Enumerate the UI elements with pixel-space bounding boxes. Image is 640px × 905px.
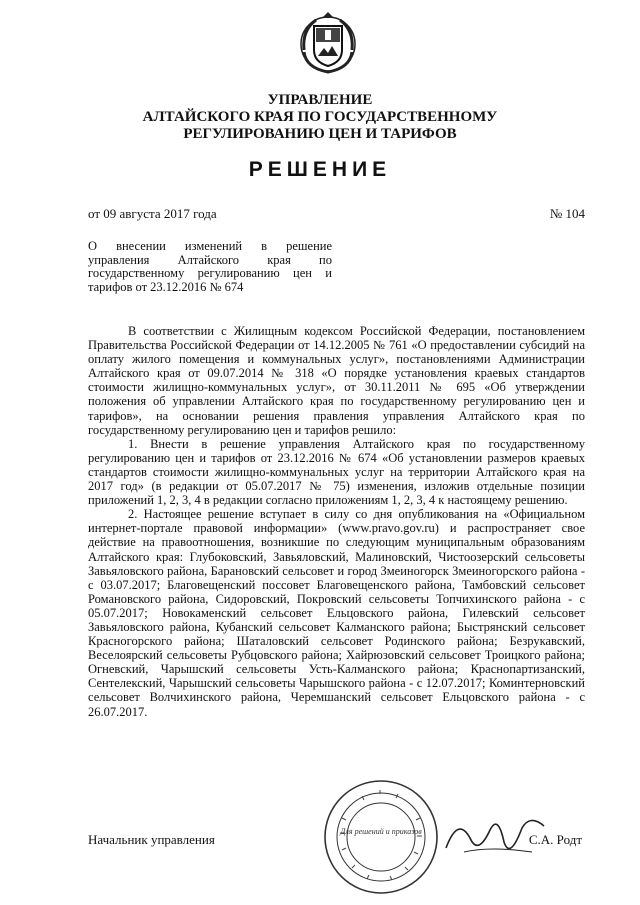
coat-of-arms-icon: [296, 10, 360, 74]
document-subject: О внесении изменений в решение управления Алтайского края по государственному регулированию цен и тарифов от 23.12.2016 № 674: [88, 239, 332, 294]
item-2-paragraph: 2. Настоящее решение вступает в силу со дня опубликования на «Официальном интернет-портале правовой информации» (www.pravo.gov.ru) и распространяет свое действие на правоотношения, возникшие по следующим муниципальным образованиям Алтайского края: Глубоковский, Завьяловский, Малиновский, Чистоозерский сельсоветы Завьяловского района, Барановский сельсовет и город Змеиногорск Змеиногорского района - с 03.07.2017; Благовещенский поссовет Благовещенского района, Тамбовский сельсовет Романовского района, Сидоровский, Покровский сельсоветы Топчихинского района - с 05.07.2017; Новокаменский сельсовет Ельцовского района, Гилевский сельсовет Завьяловского района, Кубанский сельсовет Калманского района; Быстрянский сельсовет Красногорского района; Шаталовский сельсовет Родинского района; Безрукавский, Веселоярский сельсоветы Рубцовского района; Хайрюзовский сельсовет Троицкого района; Огневский, Чарышский сельсоветы Усть-Калманского района; Краснопартизанский, Сентелекский, Чарышский сельсоветы Чарышского района - с 12.07.2017; Коминтерновский сельсовет Волчихинского района, Черемшанский сельсовет Ельцовского района - с 26.07.2017.: [88, 507, 585, 719]
document-date: от 09 августа 2017 года: [88, 206, 217, 221]
stamp-center-text: Для решений и приказов: [340, 827, 422, 836]
signatory-position: Начальник управления: [88, 832, 215, 847]
document-title: РЕШЕНИЕ: [248, 158, 392, 181]
header-line-2: АЛТАЙСКОГО КРАЯ ПО ГОСУДАРСТВЕННОМУ: [142, 109, 498, 125]
issuer-header: [0, 92, 640, 143]
item-1-paragraph: 1. Внести в решение управления Алтайского края по государственному регулированию цен и тарифов от 23.12.2016 № 674 «Об установлении размеров краевых стандартов стоимости жилищно-коммунальных услуг на территории Алтайского края на 2017 год» (в редакции от 05.07.2017 № 75) изменения, изложив отдельные позиции приложений 1, 2, 3, 4 в редакции согласно приложениям 1, 2, 3, 4 к настоящему решению.: [88, 436, 585, 508]
official-stamp: [322, 778, 440, 896]
header-line-3: РЕГУЛИРОВАНИЮ ЦЕН И ТАРИФОВ: [183, 126, 457, 142]
header-line-1: УПРАВЛЕНИЕ: [267, 92, 373, 108]
document-body: [88, 324, 585, 719]
preamble-paragraph: В соответствии с Жилищным кодексом Российской Федерации, постановлением Правительства Российской Федерации от 14.12.2005 № 761 «О предоставлении субсидий на оплату жилого помещения и коммунальных услуг», постановлениями Администрации Алтайского края от 09.07.2014 № 318 «О порядке установления краевых стандартов стоимости жилищно-коммунальных услуг», от 30.11.2011 № 695 «Об утверждении положения об управлении Алтайского края по государственному регулированию цен и тарифов», на основании решения правления управления Алтайского края по государственному регулированию цен и тарифов решило:: [88, 324, 585, 437]
document-number: № 104: [549, 206, 585, 221]
signatory-name: С.А. Родт: [528, 832, 582, 847]
